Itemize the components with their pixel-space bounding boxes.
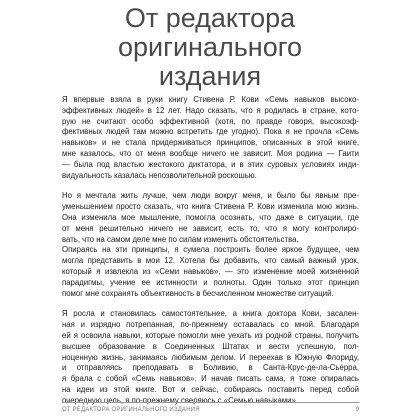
text-line: и отправляясь преподавать в Боливию, в Санта-Крус-де-ла-Сьерра, bbox=[62, 363, 359, 373]
text-line: помог мне сохранять объективность в бесчисленном множестве ситуаций. bbox=[62, 288, 334, 298]
text-line: Я впервые взяла в руки книгу Стивена Р. Кови «Семь навыков высоко- bbox=[62, 95, 359, 104]
text-line: который я извлекла из «Семи навыков», — это изменение моей жизненной bbox=[62, 266, 359, 276]
paragraph bbox=[62, 95, 359, 181]
text-line: высшее образование в Соединенных Штатах и вести успешную, пол- bbox=[62, 341, 359, 351]
text-line: Я росла и становилась самостоятельнее, а книга доктора Кови, засален- bbox=[62, 309, 359, 319]
paragraph bbox=[62, 309, 359, 406]
text-line: Она изменила мое мышление, помогла осознать, что даже в ситуации, где bbox=[62, 212, 359, 222]
text-line: я брала с собой «Семь навыков». И начав писать сама, я тоже опиралась bbox=[62, 374, 359, 384]
footer-divider bbox=[62, 402, 359, 403]
text-line: фективных людей там можно встретить где угодно). Пока я не прочла «Семь bbox=[62, 127, 359, 137]
text-line: мне казалось, что от меня вообще ничего не зависит. Моя родина — Гаити bbox=[62, 148, 359, 158]
text-line: — была под властью жестокого диктатора, и в этих суровых условиях инди- bbox=[62, 159, 359, 169]
text-line: вать, что на самом деле мне по силам изменить обстоятельства. bbox=[62, 234, 299, 244]
text-line: парадигмы, учение ее истинности и полноты. Один только этот принцип bbox=[62, 277, 359, 287]
body-text bbox=[62, 95, 359, 417]
text-line: от меня решительно ничего не зависит, есть то, что я могу контролиро- bbox=[62, 223, 359, 233]
page-number: 9 bbox=[355, 407, 359, 413]
chapter-title-line: оригинального bbox=[118, 32, 302, 62]
text-line: Но я мечтала жить лучше, чем люди вокруг меня, и было бы явным пре- bbox=[62, 191, 359, 201]
text-line: эффективных людей» в 12 лет. Надо сказать, что я родилась в стране, кото- bbox=[62, 105, 359, 115]
text-line: рую не считают особо эффективной (хотя, по правде говоря, высокоэф- bbox=[62, 116, 359, 126]
chapter-title-line: От редактора bbox=[124, 3, 296, 33]
text-line: на идеи из этой книге. Вот и сейчас, собираясь поставить перед собой bbox=[62, 384, 359, 394]
text-line: очередную цель, я по-прежнему сверяюсь с «Семью навыками». bbox=[62, 395, 299, 405]
text-line: навыков» и не стала придерживаться принципов, описанных в этой книге, bbox=[62, 138, 359, 148]
text-line: ная и изрядно потрепанная, по-прежнему оставалась со мной. Благодаря bbox=[62, 320, 359, 330]
chapter-title-line: издания bbox=[158, 61, 262, 91]
text-line: могла представить в мои 12. Хотела бы добавить, что самый важный урок, bbox=[62, 256, 359, 266]
running-footer: ОТ РЕДАКТОРА ОРИГИНАЛЬНОГО ИЗДАНИЯ bbox=[62, 407, 200, 413]
paragraph bbox=[62, 191, 359, 299]
text-line: ей я освоила навыки, которые помогли мне уехать из родной страны, получить bbox=[62, 330, 359, 340]
text-line: уменьшением просто сказать, что книга Стивена Р. Кови изменила мою жизнь. bbox=[62, 202, 359, 212]
text-line: видуальность казалась непозволительной роскошью. bbox=[62, 170, 257, 180]
text-line: Опираясь на эти принципы, я сумела построить более яркое будущее, чем bbox=[62, 245, 359, 255]
text-line: ноценную жизнь, занимаясь любимым делом. И переехав в Южную Флориду, bbox=[62, 352, 359, 362]
chapter-title bbox=[0, 4, 420, 91]
